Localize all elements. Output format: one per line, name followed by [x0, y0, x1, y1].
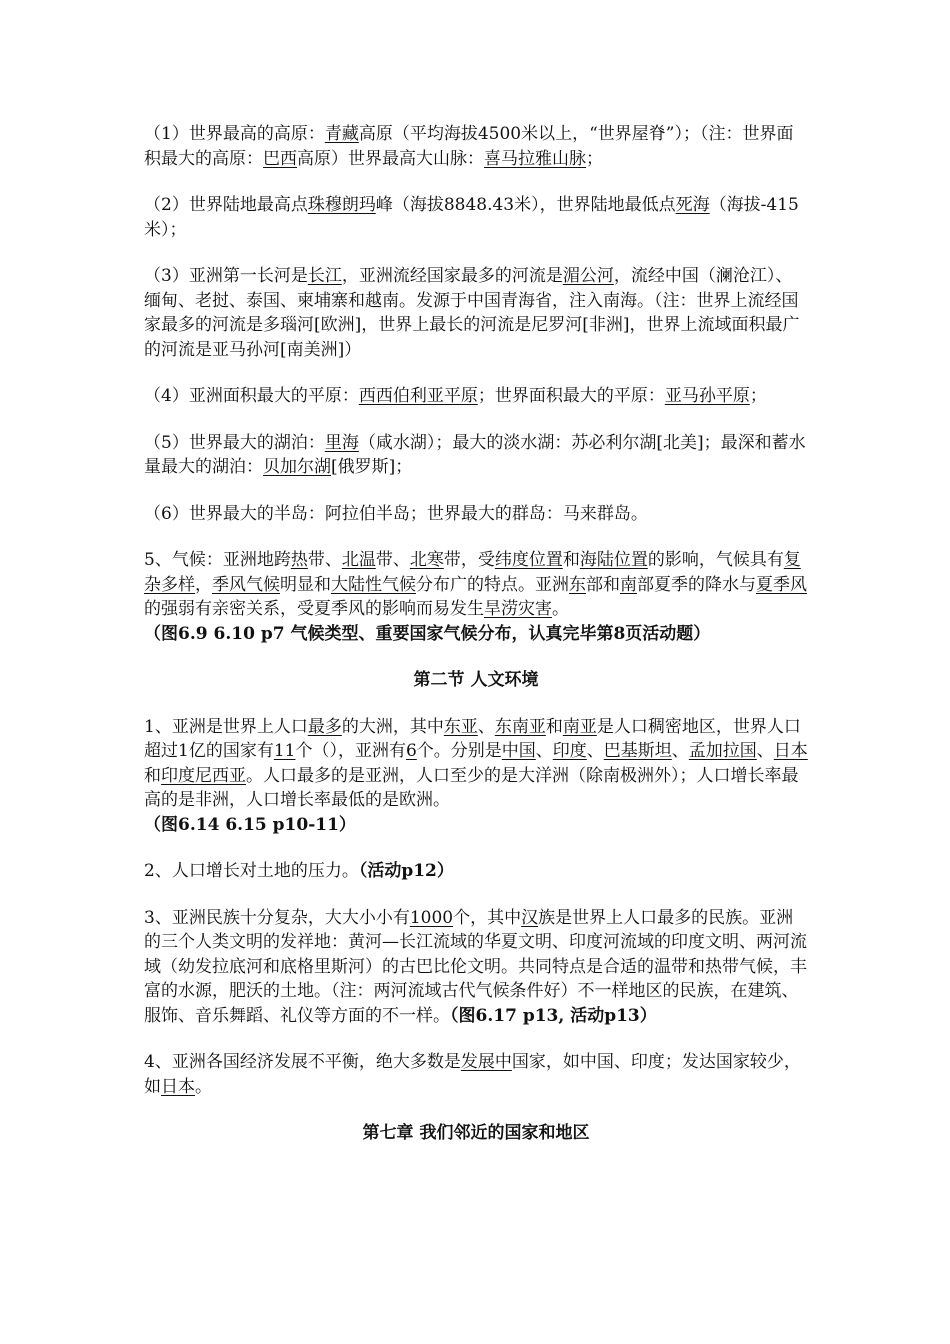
underlined-term: 孟加拉国	[688, 741, 757, 761]
text-run: 。	[552, 599, 569, 619]
underlined-term: 季风气候	[212, 574, 280, 595]
text-run: 的影响，气候具有	[647, 550, 784, 570]
text-run: 带，受	[443, 550, 495, 570]
underlined-term: 喜马拉雅山脉	[484, 148, 586, 169]
underlined-term: 夏季风	[756, 574, 807, 595]
text-run: （3）亚洲第一长河是	[144, 266, 308, 286]
underlined-term: 海陆位置	[579, 550, 648, 570]
text-run: （4）亚洲面积最大的平原：	[144, 386, 359, 406]
text-run: 2、人口增长对土地的压力。	[144, 861, 359, 881]
text-run: （5）世界最大的湖泊：	[144, 432, 325, 453]
text-run: 、	[477, 716, 495, 737]
underlined-term: 中国	[501, 741, 536, 761]
underlined-term: 1000	[409, 907, 454, 928]
para-plains	[144, 384, 808, 409]
para-lakes	[144, 431, 808, 480]
text-run: 、	[535, 741, 553, 761]
underlined-term: 南	[620, 574, 637, 595]
text-run: [俄罗斯]；	[331, 457, 413, 477]
text-run: 个（），亚洲有	[295, 741, 406, 761]
underlined-term: 亚马孙平原	[664, 386, 750, 406]
underlined-term: 热	[290, 550, 308, 570]
para-highest-plateau	[144, 122, 808, 171]
underlined-term: 南亚	[562, 716, 597, 737]
para-peninsula-archipelago	[144, 502, 808, 527]
text-run: 高原（平均海拔4500米以上，“世界屋脊”）；（注：世界面积最大的高原：	[144, 124, 794, 169]
underlined-term: 青藏	[324, 124, 359, 144]
text-run: 分布广的特点。亚洲	[416, 574, 569, 595]
text-run: 高原）世界最高大山脉：	[297, 148, 484, 169]
underlined-term: 汉	[521, 907, 539, 928]
text-run: 和	[562, 550, 580, 570]
text-run: 族是世界上人口最多的民族。亚洲的三个人类文明的发祥地：黄河—长江流域的华夏文明、印度河流域的印度文明、两河流域（幼发拉底河和底格里斯河）的古巴比伦文明。共同特点是合适的温带和热带气候，丰富的水源，肥沃的土地。（注：两河流域古代气候条件好）不一样地区的民族，在建筑、服饰、音乐舞蹈、礼仪等方面的不一样。	[144, 907, 807, 1026]
underlined-term: 11	[273, 741, 296, 761]
para-rivers	[144, 264, 808, 362]
text-run: 部和	[586, 574, 620, 595]
underlined-term: 6	[405, 741, 417, 761]
underlined-term: 巴基斯坦	[603, 741, 672, 761]
underlined-term: 东	[569, 574, 586, 595]
underlined-term: 印度	[552, 741, 587, 761]
text-run: 部夏季的降水与	[637, 574, 756, 595]
text-run: 的强弱有亲密关系，受夏季风的影响而易发生	[144, 599, 484, 619]
text-run: 。人口最多的是亚洲，人口至少的是大洋洲（除南极洲外）；人口增长率最高的是非洲，人口增长率最低的是欧洲。	[144, 765, 799, 810]
underlined-term: 印度尼西亚	[161, 765, 246, 786]
underlined-term: 西西伯利亚平原	[358, 386, 478, 406]
text-run: ，流经中国（澜沧江）、缅甸、老挝、泰国、柬埔寨和越南。发源于中国青海省，注入南海。（注：世界上流经国家最多的河流是多瑙河[欧洲]，世界上最长的河流是尼罗河[非洲]，世界上流域面积最广的河流是亚马孙河[南美洲]）	[144, 266, 800, 360]
para-highest-lowest-point	[144, 193, 808, 242]
underlined-term: 东南亚	[494, 716, 546, 737]
chapter-heading-neighbors: 第七章 我们邻近的国家和地区	[362, 1123, 590, 1143]
text-run: 是人口稠密地区，世界人口超过1亿的国家有	[144, 716, 801, 761]
text-run: ；	[749, 386, 767, 406]
underlined-term: 珠穆朗玛	[307, 195, 376, 215]
para-climate-figure-note: （图6.9 6.10 p7 气候类型、重要国家气候分布，认真完毕第8页活动题）	[144, 623, 711, 644]
text-run: 带、	[375, 550, 410, 570]
underlined-term: 纬度位置	[494, 550, 563, 570]
text-run: 3、亚洲民族十分复杂，大大小小有	[144, 907, 410, 928]
underlined-term: 大陆性气候	[331, 574, 416, 595]
text-run: （1）世界最高的高原：	[144, 124, 325, 144]
document-body	[144, 122, 808, 1168]
underlined-term: 巴西	[263, 148, 297, 169]
text-run: 和	[144, 765, 161, 786]
text-run: 、	[671, 741, 689, 761]
para-economy	[144, 1050, 808, 1099]
text-run: 峰（海拔8848.43米），世界陆地最低点	[375, 195, 676, 215]
text-run: 、	[586, 741, 604, 761]
para-population-pressure	[144, 859, 808, 884]
text-run: ，	[195, 574, 212, 595]
text-run: （6）世界最大的半岛：阿拉伯半岛；世界最大的群岛：马来群岛。	[144, 503, 648, 524]
underlined-term: 旱涝灾害	[484, 599, 552, 619]
text-run: （2）世界陆地最高点	[144, 195, 308, 215]
underlined-term: 日本	[161, 1076, 195, 1097]
text-run: （咸水湖）；最大的淡水湖：苏必利尔湖[北美]；最深和蓄水量最大的湖泊：	[144, 432, 806, 477]
para-ethnic-groups	[144, 906, 808, 1029]
text-run: （海拔-415米）；	[144, 195, 799, 240]
underlined-term: 东亚	[443, 716, 478, 737]
para-climate	[144, 548, 808, 622]
underlined-term: 复杂多样	[144, 550, 801, 595]
underlined-term: 北寒	[409, 550, 444, 570]
para-population	[144, 715, 808, 813]
text-run: 和	[545, 716, 563, 737]
text-run: 5、气候：亚洲地跨	[144, 550, 291, 570]
text-run: ，亚洲流经国家最多的河流是	[341, 266, 563, 286]
text-run: 4、亚洲各国经济发展不平衡，绝大多数是	[144, 1052, 461, 1072]
text-run: 国家，如中国、印度；发达国家较少，如	[144, 1052, 801, 1097]
para-population-figure-note: （图6.14 6.15 p10-11）	[144, 814, 356, 835]
underlined-term: 发展中	[460, 1052, 512, 1072]
text-run: 。	[195, 1076, 212, 1097]
text-run: 的大洲，其中	[341, 716, 444, 737]
underlined-term: 湄公河	[562, 266, 614, 286]
underlined-term: 里海	[324, 432, 359, 453]
bold-note: （活动p12）	[358, 861, 454, 881]
text-run: 1、亚洲是世界上人口	[144, 716, 308, 737]
text-run: ；世界面积最大的平原：	[477, 386, 665, 406]
underlined-term: 贝加尔湖	[263, 457, 331, 477]
text-run: 个。分别是	[416, 741, 502, 761]
section-heading-human-environment: 第二节 人文环境	[413, 670, 539, 690]
underlined-term: 日本	[773, 741, 808, 761]
text-run: ；	[586, 148, 603, 169]
text-run: 、	[756, 741, 774, 761]
bold-note: （图6.17 p13, 活动p13）	[450, 1005, 657, 1026]
text-run: 个，其中	[453, 907, 522, 928]
underlined-term: 最多	[307, 716, 342, 737]
underlined-term: 长江	[307, 266, 342, 286]
underlined-term: 死海	[675, 195, 710, 215]
text-run: 明显和	[280, 574, 331, 595]
underlined-term: 北温	[341, 550, 376, 570]
text-run: 带、	[307, 550, 342, 570]
